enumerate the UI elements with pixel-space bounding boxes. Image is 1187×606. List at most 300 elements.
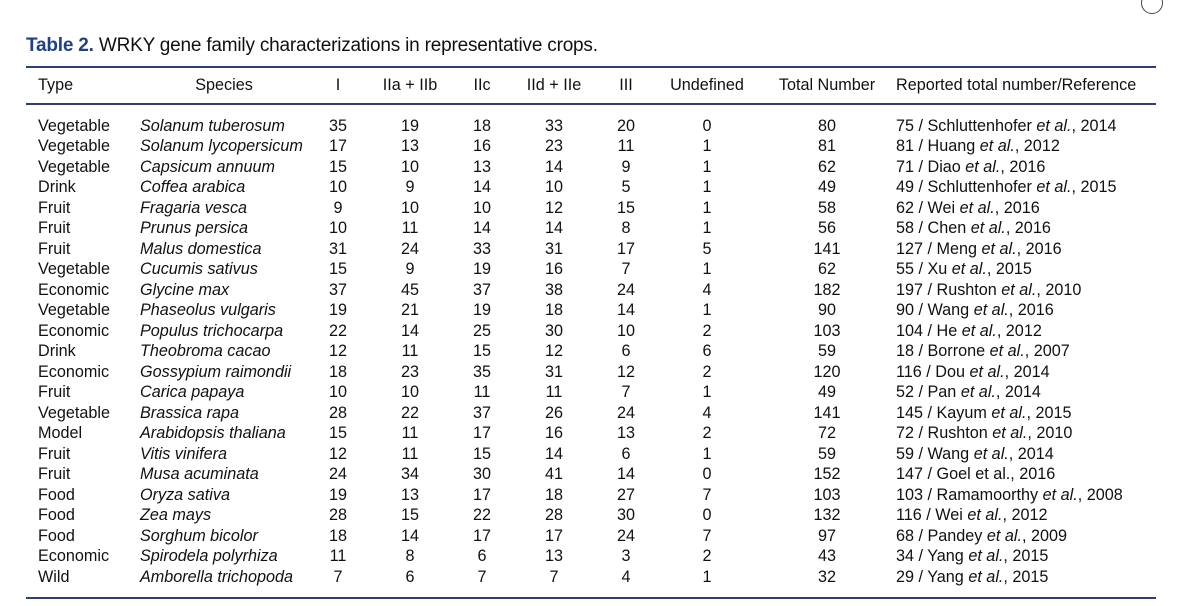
- reference-et-al: et al.: [973, 301, 1009, 320]
- cell-total: 120: [813, 362, 841, 381]
- cell-iic: 15: [472, 444, 491, 463]
- cell-type: Vegetable: [38, 116, 111, 135]
- cell-iia-iib: 34: [400, 465, 419, 484]
- cell-undefined: 0: [702, 465, 712, 484]
- reference-et-al: et al.: [959, 198, 995, 217]
- cell-i: 31: [328, 239, 347, 258]
- cell-i: 28: [328, 506, 347, 525]
- reference-year: , 2014: [1008, 444, 1054, 463]
- reference-year: , 2016: [1008, 301, 1054, 320]
- cell-iid-iie: 7: [549, 567, 559, 586]
- cell-undefined: 1: [702, 219, 712, 238]
- reference-year: , 2016: [994, 198, 1040, 217]
- reference-author: 72 / Rushton: [896, 424, 993, 443]
- cell-undefined: 1: [702, 178, 712, 197]
- cell-type: Fruit: [38, 219, 71, 238]
- table-row: [26, 383, 1156, 404]
- cell-total: 80: [817, 116, 836, 135]
- cell-species: Solanum lycopersicum: [140, 137, 303, 156]
- reference-author: 49 / Schluttenhofer: [896, 178, 1037, 197]
- reference-et-al: et al.: [981, 239, 1017, 258]
- reference-et-al: et al.: [965, 157, 1001, 176]
- cell-iia-iib: 10: [400, 198, 419, 217]
- cell-species: Malus domestica: [140, 239, 262, 258]
- cell-iia-iib: 23: [400, 362, 419, 381]
- cell-i: 10: [328, 383, 347, 402]
- cell-reference: [888, 362, 1156, 383]
- cell-iic: 11: [473, 383, 491, 402]
- cell-type: Economic: [38, 362, 110, 381]
- cell-i: 37: [328, 280, 347, 299]
- cell-undefined: 7: [702, 485, 712, 504]
- cell-iia-iib: 22: [400, 403, 419, 422]
- cell-iii: 12: [616, 362, 635, 381]
- cell-iii: 7: [621, 260, 631, 279]
- reference-year: , 2015: [1003, 567, 1049, 586]
- cell-iii: 8: [621, 219, 631, 238]
- reference-author: 52 / Pan: [896, 383, 961, 402]
- cell-iia-iib: 11: [401, 444, 419, 463]
- reference-et-al: et al.: [992, 424, 1028, 443]
- cell-iic: 14: [472, 219, 491, 238]
- cell-undefined: 0: [702, 116, 712, 135]
- cell-undefined: 1: [702, 260, 712, 279]
- reference-year: , 2014: [1004, 362, 1050, 381]
- table-top-rule: [26, 66, 1156, 68]
- cell-undefined: 2: [702, 321, 712, 340]
- cell-reference: [888, 219, 1156, 240]
- table-row: [26, 280, 1156, 301]
- header-iia-iib: IIa + IIb: [382, 76, 438, 94]
- cell-reference: [888, 280, 1156, 301]
- reference-year: , 2014: [995, 383, 1041, 402]
- table-row: [26, 239, 1156, 260]
- reference-year: , 2016: [1016, 239, 1062, 258]
- cell-species: Brassica rapa: [140, 403, 239, 422]
- cell-iia-iib: 15: [400, 506, 419, 525]
- cell-type: Fruit: [38, 465, 71, 484]
- cell-iid-iie: 12: [544, 198, 563, 217]
- cell-reference: [888, 260, 1156, 281]
- cell-total: 62: [817, 260, 836, 279]
- cell-type: Model: [38, 424, 83, 443]
- cell-i: 15: [328, 157, 347, 176]
- cell-iid-iie: 41: [544, 465, 563, 484]
- reference-author: 58 / Chen: [896, 219, 971, 238]
- cell-species: Gossypium raimondii: [140, 362, 292, 381]
- cell-iia-iib: 14: [400, 526, 419, 545]
- cell-iii: 3: [621, 547, 631, 566]
- table-row: [26, 424, 1156, 445]
- cell-i: 12: [328, 342, 347, 361]
- cell-reference: [888, 321, 1156, 342]
- cell-reference: [888, 506, 1156, 527]
- cell-total: 43: [817, 547, 836, 566]
- cell-iic: 16: [472, 137, 491, 156]
- cell-species: Oryza sativa: [140, 485, 230, 504]
- cell-undefined: 2: [702, 547, 712, 566]
- reference-year: , 2010: [1036, 280, 1082, 299]
- cell-iid-iie: 30: [544, 321, 563, 340]
- cell-total: 132: [813, 506, 841, 525]
- reference-author: 62 / Wei: [896, 198, 960, 217]
- cell-species: Populus trichocarpa: [140, 321, 284, 340]
- cell-total: 56: [817, 219, 836, 238]
- cell-reference: [888, 444, 1156, 465]
- cell-reference: [888, 424, 1156, 445]
- cell-iii: 20: [616, 116, 635, 135]
- cell-undefined: 2: [702, 424, 712, 443]
- reference-year: , 2008: [1077, 485, 1123, 504]
- reference-author: 75 / Schluttenhofer: [896, 116, 1037, 135]
- cell-undefined: 2: [702, 362, 712, 381]
- reference-author: 29 / Yang: [896, 567, 969, 586]
- table-row: [26, 260, 1156, 281]
- cell-reference: [888, 157, 1156, 178]
- cell-type: Fruit: [38, 383, 71, 402]
- cell-type: Vegetable: [38, 403, 111, 422]
- cell-iii: 6: [621, 342, 631, 361]
- cell-iid-iie: 33: [544, 116, 563, 135]
- cell-i: 12: [328, 444, 347, 463]
- reference-et-al: et al.: [967, 506, 1003, 525]
- cell-iii: 14: [616, 301, 635, 320]
- cell-iii: 11: [617, 137, 635, 156]
- cell-iii: 24: [616, 280, 635, 299]
- cell-i: 35: [328, 116, 347, 135]
- reference-author: 71 / Diao: [896, 157, 966, 176]
- cell-total: 58: [817, 198, 836, 217]
- cell-i: 18: [328, 526, 347, 545]
- reference-et-al: et al.: [951, 260, 987, 279]
- reference-year: , 2012: [1014, 137, 1060, 156]
- cell-species: Prunus persica: [140, 219, 248, 238]
- cell-i: 10: [328, 178, 347, 197]
- cell-iid-iie: 14: [544, 157, 563, 176]
- table-row: [26, 526, 1156, 547]
- reference-et-al: et al.: [991, 403, 1027, 422]
- cell-species: Theobroma cacao: [140, 342, 271, 361]
- cell-species: Glycine max: [140, 280, 230, 299]
- header-type: Type: [38, 76, 74, 94]
- cell-total: 62: [817, 157, 836, 176]
- reference-author: 18 / Borrone: [896, 342, 990, 361]
- cell-iii: 9: [621, 157, 631, 176]
- cell-iid-iie: 28: [544, 506, 563, 525]
- cell-iii: 24: [616, 403, 635, 422]
- cell-iic: 19: [472, 260, 491, 279]
- reference-year: , 2009: [1022, 526, 1068, 545]
- cell-i: 10: [328, 219, 347, 238]
- reference-et-al: et al.: [1036, 116, 1072, 135]
- cell-type: Food: [38, 506, 75, 525]
- cell-undefined: 1: [702, 157, 712, 176]
- reference-author: 68 / Pandey: [896, 526, 987, 545]
- cell-total: 49: [817, 383, 836, 402]
- reference-year: , 2015: [1071, 178, 1117, 197]
- reference-year: , 2012: [1002, 506, 1048, 525]
- header-reference: Reported total number/Reference: [896, 76, 1137, 94]
- cell-i: 7: [333, 567, 343, 586]
- cell-undefined: 6: [702, 342, 712, 361]
- reference-et-al: et al.: [1001, 280, 1037, 299]
- cell-species: Cucumis sativus: [140, 260, 258, 279]
- cell-total: 90: [817, 301, 836, 320]
- cell-undefined: 7: [702, 526, 712, 545]
- reference-author: 127 / Meng: [896, 239, 982, 258]
- cell-iia-iib: 14: [400, 321, 419, 340]
- cell-undefined: 4: [702, 280, 712, 299]
- cell-iii: 6: [621, 444, 631, 463]
- cell-iic: 25: [472, 321, 491, 340]
- reference-author: 90 / Wang: [896, 301, 974, 320]
- table-row: [26, 137, 1156, 158]
- reference-year: , 2015: [1003, 547, 1049, 566]
- cell-undefined: 1: [702, 137, 712, 156]
- cell-iic: 10: [472, 198, 491, 217]
- cell-reference: [888, 567, 1156, 588]
- cell-reference: [888, 342, 1156, 363]
- cell-species: Musa acuminata: [140, 465, 259, 484]
- reference-year: , 2015: [986, 260, 1032, 279]
- cell-iia-iib: 11: [401, 342, 419, 361]
- reference-et-al: et al.: [1042, 485, 1078, 504]
- reference-et-al: et al.: [960, 383, 996, 402]
- cell-type: Vegetable: [38, 260, 111, 279]
- reference-author: 55 / Xu: [896, 260, 952, 279]
- table-row: [26, 116, 1156, 137]
- cell-undefined: 1: [702, 198, 712, 217]
- cell-species: Zea mays: [140, 506, 212, 525]
- cell-iic: 37: [472, 403, 491, 422]
- cell-iia-iib: 19: [400, 116, 419, 135]
- cell-iii: 7: [621, 383, 631, 402]
- cell-i: 22: [328, 321, 347, 340]
- cell-reference: [888, 403, 1156, 424]
- cell-i: 9: [333, 198, 343, 217]
- cell-total: 182: [813, 280, 841, 299]
- cell-iid-iie: 17: [544, 526, 563, 545]
- cell-iic: 17: [472, 526, 491, 545]
- reference-author: 116 / Dou: [896, 362, 970, 381]
- cell-undefined: 5: [702, 239, 712, 258]
- cell-iic: 35: [472, 362, 491, 381]
- table-row: [26, 342, 1156, 363]
- reference-et-al: et al.: [989, 342, 1025, 361]
- table-row: [26, 301, 1156, 322]
- reference-year: , 2016: [1000, 157, 1046, 176]
- table-row: [26, 321, 1156, 342]
- reference-et-al: et al.: [970, 219, 1006, 238]
- cell-total: 103: [813, 485, 841, 504]
- cell-iia-iib: 10: [400, 157, 419, 176]
- cell-total: 152: [813, 465, 841, 484]
- cell-iic: 6: [477, 547, 487, 566]
- cell-species: Phaseolus vulgaris: [140, 301, 276, 320]
- cell-total: 97: [817, 526, 836, 545]
- table-row: [26, 157, 1156, 178]
- cell-total: 59: [817, 342, 836, 361]
- cell-type: Economic: [38, 547, 110, 566]
- cell-iic: 37: [472, 280, 491, 299]
- reference-et-al: et al.: [968, 547, 1004, 566]
- table-row: [26, 485, 1156, 506]
- cell-i: 15: [328, 424, 347, 443]
- table-row: [26, 198, 1156, 219]
- cell-iii: 13: [616, 424, 635, 443]
- reference-year: , 2007: [1024, 342, 1070, 361]
- header-spacer: [26, 97, 1156, 116]
- cell-i: 19: [328, 301, 347, 320]
- cell-iid-iie: 38: [544, 280, 563, 299]
- corner-circle-mark: [1141, 0, 1163, 14]
- cell-i: 28: [328, 403, 347, 422]
- table-row: [26, 465, 1156, 486]
- cell-undefined: 0: [702, 506, 712, 525]
- cell-species: Fragaria vesca: [140, 198, 248, 217]
- reference-author: 145 / Kayum: [896, 403, 992, 422]
- cell-reference: [888, 465, 1156, 486]
- cell-undefined: 4: [702, 403, 712, 422]
- table-bottom-rule: [26, 597, 1156, 599]
- cell-species: Amborella trichopoda: [140, 567, 293, 586]
- cell-type: Economic: [38, 280, 110, 299]
- cell-undefined: 1: [702, 301, 712, 320]
- reference-et-al: et al.: [969, 362, 1005, 381]
- reference-year: , 2010: [1027, 424, 1073, 443]
- header-iic: IIc: [473, 76, 491, 94]
- cell-iid-iie: 12: [544, 342, 563, 361]
- cell-iii: 24: [616, 526, 635, 545]
- cell-iid-iie: 16: [544, 424, 563, 443]
- cell-reference: [888, 178, 1156, 199]
- cell-iic: 14: [472, 178, 491, 197]
- cell-species: Sorghum bicolor: [140, 526, 258, 545]
- table-row: [26, 403, 1156, 424]
- reference-et-al: et al.: [973, 444, 1009, 463]
- cell-iic: 17: [472, 424, 491, 443]
- cell-type: Fruit: [38, 444, 71, 463]
- cell-iii: 30: [616, 506, 635, 525]
- table-row: [26, 567, 1156, 588]
- cell-total: 81: [817, 137, 836, 156]
- wrky-table: [26, 74, 1156, 588]
- header-species: Species: [195, 76, 253, 94]
- cell-species: Solanum tuberosum: [140, 116, 285, 135]
- cell-total: 49: [817, 178, 836, 197]
- reference-et-al: et al.: [968, 567, 1004, 586]
- cell-iia-iib: 13: [400, 137, 419, 156]
- cell-i: 24: [328, 465, 347, 484]
- cell-iia-iib: 11: [401, 219, 419, 238]
- reference-year: , 2016: [1005, 219, 1051, 238]
- cell-species: Carica papaya: [140, 383, 245, 402]
- cell-reference: [888, 485, 1156, 506]
- cell-reference: [888, 116, 1156, 137]
- cell-iic: 15: [472, 342, 491, 361]
- cell-species: Spirodela polyrhiza: [140, 547, 278, 566]
- cell-total: 32: [817, 567, 836, 586]
- cell-type: Food: [38, 526, 75, 545]
- cell-iid-iie: 31: [544, 239, 563, 258]
- header-iii: III: [619, 76, 633, 94]
- cell-iid-iie: 18: [544, 301, 563, 320]
- table-row: [26, 547, 1156, 568]
- cell-type: Vegetable: [38, 157, 111, 176]
- cell-iia-iib: 45: [400, 280, 419, 299]
- caption-text: WRKY gene family characterizations in representative crops.: [98, 35, 598, 56]
- reference-year: , 2014: [1071, 116, 1117, 135]
- table-row: [26, 506, 1156, 527]
- cell-iic: 30: [472, 465, 491, 484]
- header-total: Total Number: [778, 76, 876, 94]
- cell-reference: [888, 526, 1156, 547]
- cell-total: 103: [813, 321, 841, 340]
- reference-et-al: et al.: [961, 321, 997, 340]
- cell-type: Food: [38, 485, 75, 504]
- cell-iid-iie: 23: [544, 137, 563, 156]
- cell-type: Vegetable: [38, 137, 111, 156]
- cell-iia-iib: 10: [400, 383, 419, 402]
- cell-reference: [888, 137, 1156, 158]
- reference-author: 34 / Yang: [896, 547, 969, 566]
- cell-species: Coffea arabica: [140, 178, 246, 197]
- cell-i: 17: [328, 137, 347, 156]
- cell-total: 141: [813, 403, 841, 422]
- cell-iia-iib: 24: [400, 239, 419, 258]
- cell-type: Wild: [38, 567, 70, 586]
- header-row: [26, 74, 1156, 97]
- cell-species: Vitis vinifera: [140, 444, 227, 463]
- cell-i: 18: [328, 362, 347, 381]
- cell-iic: 33: [472, 239, 491, 258]
- cell-iid-iie: 14: [544, 219, 563, 238]
- cell-iia-iib: 11: [401, 424, 419, 443]
- cell-iic: 22: [472, 506, 491, 525]
- reference-et-al: et al.: [1036, 178, 1072, 197]
- caption-label: Table 2.: [26, 35, 94, 56]
- reference-author: 103 / Ramamoorthy: [896, 485, 1043, 504]
- cell-undefined: 1: [702, 567, 712, 586]
- reference-year: , 2015: [1026, 403, 1072, 422]
- cell-type: Fruit: [38, 239, 71, 258]
- cell-iid-iie: 31: [544, 362, 563, 381]
- cell-iic: 19: [472, 301, 491, 320]
- table-row: [26, 178, 1156, 199]
- cell-undefined: 1: [702, 383, 712, 402]
- cell-iic: 17: [472, 485, 491, 504]
- cell-iia-iib: 9: [405, 178, 415, 197]
- cell-type: Fruit: [38, 198, 71, 217]
- cell-iic: 7: [477, 567, 487, 586]
- cell-iia-iib: 6: [405, 567, 415, 586]
- cell-species: Arabidopsis thaliana: [140, 424, 286, 443]
- cell-iid-iie: 26: [544, 403, 563, 422]
- table-row: [26, 362, 1156, 383]
- reference-author: 147 / Goel et al., 2016: [896, 465, 1056, 484]
- cell-reference: [888, 301, 1156, 322]
- cell-type: Drink: [38, 178, 76, 197]
- cell-iii: 10: [616, 321, 635, 340]
- cell-iii: 5: [621, 178, 631, 197]
- cell-iii: 17: [616, 239, 635, 258]
- cell-iia-iib: 21: [400, 301, 419, 320]
- cell-type: Economic: [38, 321, 110, 340]
- cell-iid-iie: 14: [544, 444, 563, 463]
- cell-iia-iib: 8: [405, 547, 415, 566]
- cell-iid-iie: 18: [544, 485, 563, 504]
- header-i: I: [335, 76, 341, 94]
